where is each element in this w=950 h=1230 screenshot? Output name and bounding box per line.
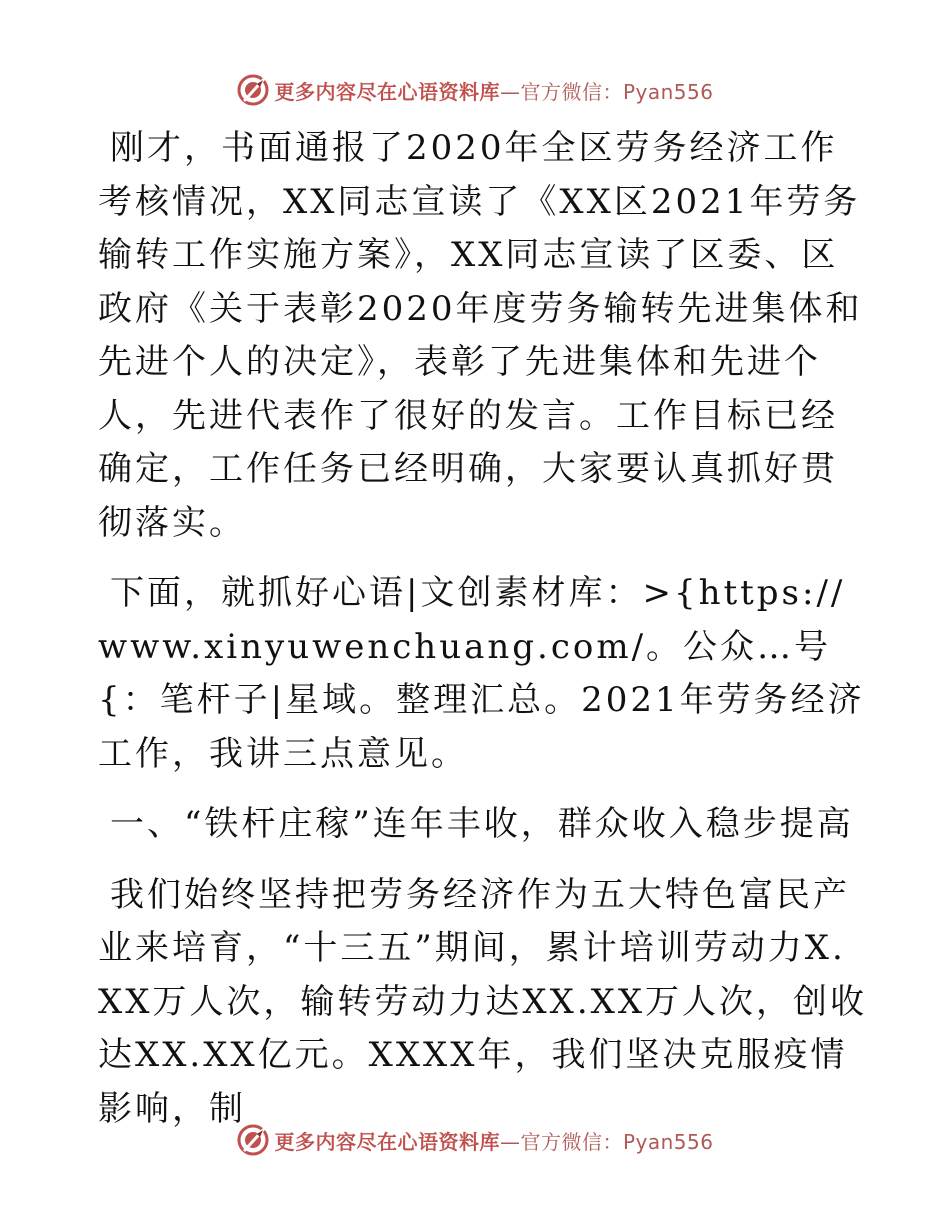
paragraph-section-one (98, 869, 868, 1137)
banner-wechat-text: —官方微信：Pyan556 (499, 79, 714, 104)
banner-lead-text: 更多内容尽在心语资料库 (274, 79, 500, 104)
banner-text (274, 1126, 713, 1155)
banner-text (274, 76, 713, 105)
header-banner (0, 70, 950, 110)
document-body (98, 122, 868, 1136)
paragraph-text: 刚才，书面通报了2020年全区劳务经济工作考核情况，XX同志宣读了《XX区2021年劳务输转工作实施方案》，XX同志宣读了区委、区政府《关于表彰2020年度劳务输转先进集体和先进个人的决定》，表彰了先进集体和先进个人，先进代表作了很好的发言。工作目标已经确定，工作任务已经明确，大家要认真抓好贯彻落实。 (98, 128, 863, 543)
paragraph-opening (98, 122, 868, 550)
footer-banner (0, 1120, 950, 1160)
paragraph-text: 我们始终坚持把劳务经济作为五大特色富民产业来培育，“十三五”期间，累计培训劳动力X.XX万人次，输转劳动力达XX.XX万人次，创收达XX.XX亿元。XXXX年，我们坚决克服疫情影响，制 (98, 874, 868, 1129)
pen-seal-logo-icon (236, 1123, 270, 1157)
heading-text: 一、“铁杆庄稼”连年丰收，群众收入稳步提高 (110, 804, 854, 844)
paragraph-text: 下面，就抓好心语|文创素材库：>{https://www.xinyuwenchuang.com/。公众…号{：笔杆子|星域。整理汇总。2021年劳务经济工作，我讲三点意见。 (98, 573, 865, 774)
section-heading (98, 798, 868, 852)
paragraph-intro (98, 567, 868, 781)
pen-seal-logo-icon (236, 73, 270, 107)
banner-wechat-text: —官方微信：Pyan556 (499, 1129, 714, 1154)
banner-lead-text: 更多内容尽在心语资料库 (274, 1129, 500, 1154)
